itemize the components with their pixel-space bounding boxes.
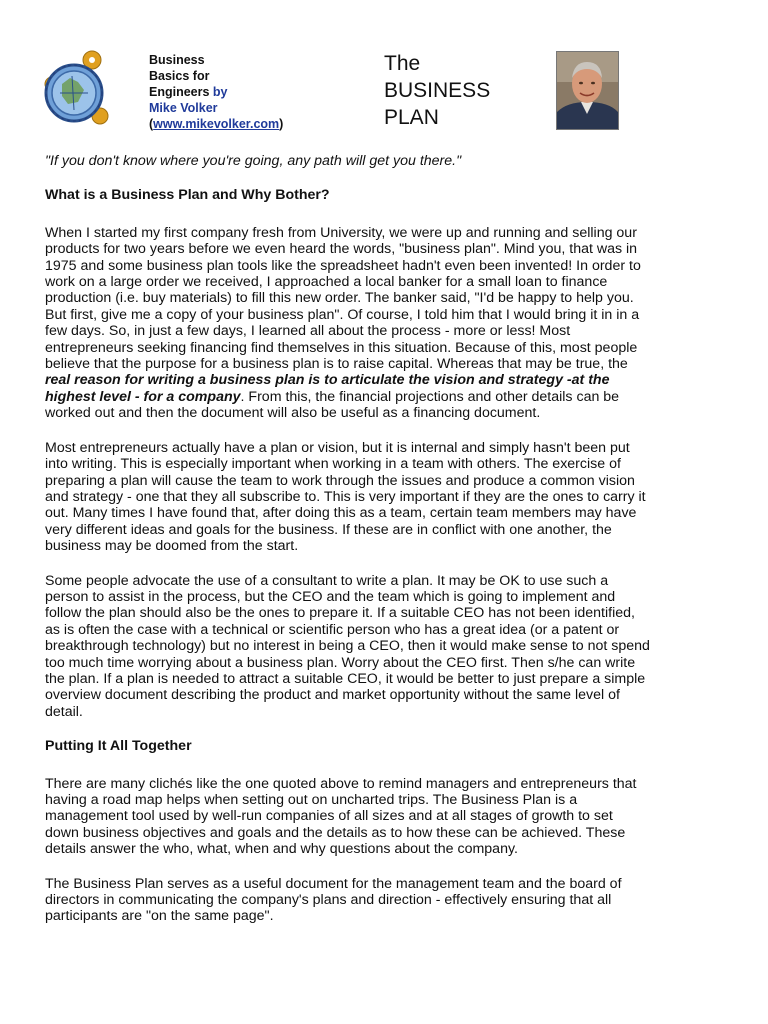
document-title — [384, 50, 490, 131]
series-by: by — [212, 85, 228, 99]
paragraph: Some people advocate the use of a consultant to write a plan. It may be OK to use such a person to assist in the process, but the CEO and the team which is going to implement and follow the plan should also be the ones to prepare it. If a suitable CEO has not been identified, as is often the case with a technical or scientific person who has a great idea (or a patent or breakthrough technology) but no interest in being a CEO, then it would make sense to not spend too much time worrying about a business plan. Worry about the CEO first. Then s/he can write the plan. If a plan is needed to attract a suitable CEO, it would be better to just prepare a simple overview document describing the product and market opportunity without the same level of detail. — [45, 572, 650, 720]
author-name: Mike Volker — [149, 101, 218, 115]
author-link-line — [149, 116, 283, 132]
paren-open: ( — [149, 117, 154, 131]
author-portrait-icon — [556, 51, 619, 130]
series-line: Basics for — [149, 69, 210, 83]
opening-quote: "If you don't know where you're going, any path will get you there." — [45, 153, 462, 169]
series-line: Business — [149, 53, 205, 67]
series-line — [149, 84, 283, 100]
title-line: BUSINESS — [384, 79, 491, 102]
section-heading: What is a Business Plan and Why Bother? — [45, 187, 330, 204]
gear-globe-logo-icon — [42, 46, 112, 136]
section-heading: Putting It All Together — [45, 738, 192, 755]
document-body — [45, 153, 650, 943]
paren-close: ) — [279, 117, 284, 131]
title-line: PLAN — [384, 106, 439, 129]
paragraph-text: . From this, the financial projections and other details can be worked out and then the document will also be useful as a financing document. — [45, 388, 620, 422]
series-title — [149, 52, 283, 132]
document-header — [42, 46, 682, 146]
paragraph — [45, 225, 650, 422]
paragraph: Most entrepreneurs actually have a plan or vision, but it is internal and simply hasn't been put into writing. This is especially important when working in a team with others. The exercise of preparing a plan will cause the team to work through the issues and produce a common vision and strategy - one that they all subscribe to. This is very important if they are the ones to carry it out. Many times I have found that, after doing this as a team, certain team members may have very different ideas and goals for the business. If these are in conflict with one another, the business may be doomed from the start. — [45, 439, 646, 555]
title-line: The — [384, 52, 421, 75]
series-engineers: Engineers — [149, 85, 210, 99]
author-website-link[interactable]: www.mikevolker.com — [153, 117, 280, 131]
emphasized-text: real reason for writing a business plan is to articulate the vision and strategy -at the highest level - for a company — [45, 372, 610, 405]
paragraph-text: When I started my first company fresh from University, we were up and running and selling our products for two years before we even heard the words, "business plan". Mind you, that was in 1975 and some business plan tools like the spreadsheet hadn't even been invented! In order to work on a large order we received, I approached a local banker for a small loan to finance production (i.e. buy materials) to fill this new order. The banker said, "I'd be happy to help you. But first, give me a copy of your business plan". Of course, I told him that I would bring it in in a few days. So, in just a few days, I learned all about the process - more or less! Most entrepreneurs seeking financing find themselves in this situation. Because of this, most people believe that the purpose for a business plan is to raise capital. Whereas that may be true, the — [45, 224, 641, 373]
paragraph: There are many clichés like the one quoted above to remind managers and entrepreneurs that having a road map helps when setting out on uncharted trips. The Business Plan is a management tool used by well-run companies of all sizes and at all stages of growth to set down business objectives and goals and the details as to how these can be achieved. These details answer the who, what, when and why questions about the company. — [45, 775, 637, 858]
paragraph: The Business Plan serves as a useful document for the management team and the board of directors in communicating the company's plans and direction - effectively ensuring that all participants are "on the same page". — [45, 875, 622, 925]
